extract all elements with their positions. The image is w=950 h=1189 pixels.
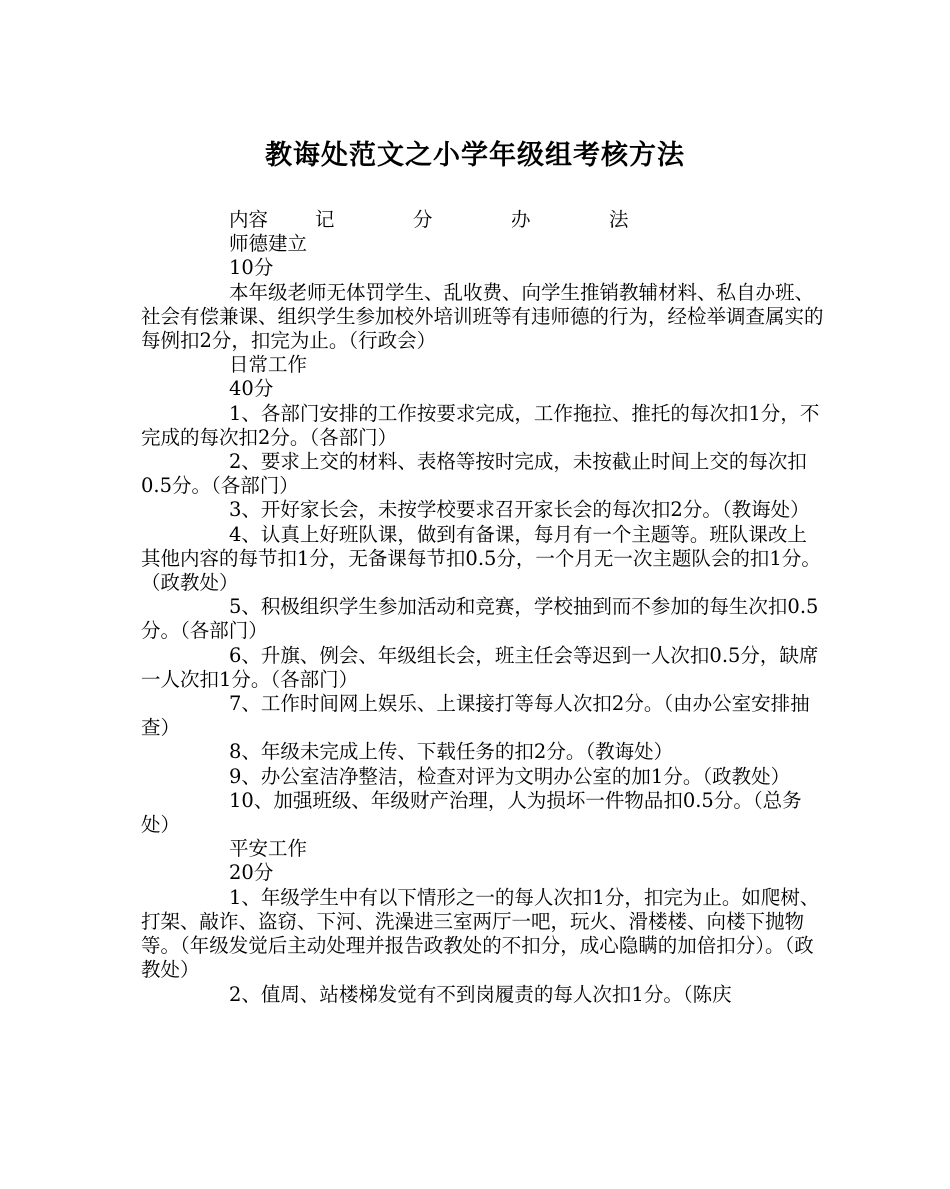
header-fen: 分 [413, 208, 433, 231]
header-ji: 记 [315, 208, 335, 231]
document-title: 教诲处范文之小学年级组考核方法 [265, 140, 685, 171]
section-item: 本年级老师无体罚学生、乱收费、向学生推销教辅材料、私自办班、社会有偿兼课、组织学生参加校外培训班等有违师德的行为，经检举调查属实的每例扣2分，扣完为止。（行政会） [141, 280, 824, 353]
header-ban: 办 [511, 208, 531, 231]
section-item: 1、年级学生中有以下情形之一的每人次扣1分，扣完为止。如爬树、打架、敲诈、盗窃、下河、洗澡进三室两厅一吧，玩火、滑楼楼、向楼下抛物等。（年级发觉后主动处理并报告政教处的不扣分，成心隐瞒的加倍扣分）。（政教处） [141, 885, 820, 982]
section-name: 师德建立 [229, 232, 308, 256]
section-score: 20分 [229, 861, 274, 885]
section-item: 8、年级未完成上传、下载任务的扣2分。（教诲处） [229, 740, 674, 764]
header-content: 内容 [229, 208, 269, 231]
section-item: 4、认真上好班队课，做到有备课，每月有一个主题等。班队课改上其他内容的每节扣1分，无备课每节扣0.5分，一个月无一次主题队会的扣1分。（政教处） [141, 522, 821, 595]
document-body [141, 208, 825, 1007]
section-score: 10分 [229, 256, 274, 280]
section-name: 日常工作 [229, 353, 308, 377]
section-item: 7、工作时间网上娱乐、上课接打等每人次扣2分。（由办公室安排抽查） [141, 692, 810, 740]
section-item: 3、开好家长会，未按学校要求召开家长会的每次扣2分。（教诲处） [229, 498, 810, 522]
section-item: 9、办公室洁净整洁，检查对评为文明办公室的加1分。（政教处） [229, 764, 791, 788]
section-item: 2、要求上交的材料、表格等按时完成，未按截止时间上交的每次扣0.5分。（各部门） [141, 450, 807, 498]
header-fa: 法 [609, 208, 629, 231]
section-item: 10、加强班级、年级财产治理，人为损坏一件物品扣0.5分。（总务处） [141, 788, 802, 837]
section-item: 2、值周、站楼梯发觉有不到岗履责的每人次扣1分。（陈庆 [229, 982, 732, 1006]
section-name: 平安工作 [229, 837, 308, 861]
table-header-row [141, 208, 825, 232]
section-item: 6、升旗、例会、年级组长会，班主任会等迟到一人次扣0.5分，缺席一人次扣1分。（各部门） [141, 643, 819, 691]
section-score: 40分 [229, 377, 274, 401]
section-item: 5、积极组织学生参加活动和竞赛，学校抽到而不参加的每生次扣0.5分。（各部门） [141, 595, 819, 643]
section-item: 1、各部门安排的工作按要求完成，工作拖拉、推托的每次扣1分，不完成的每次扣2分。（各部门） [141, 401, 820, 449]
